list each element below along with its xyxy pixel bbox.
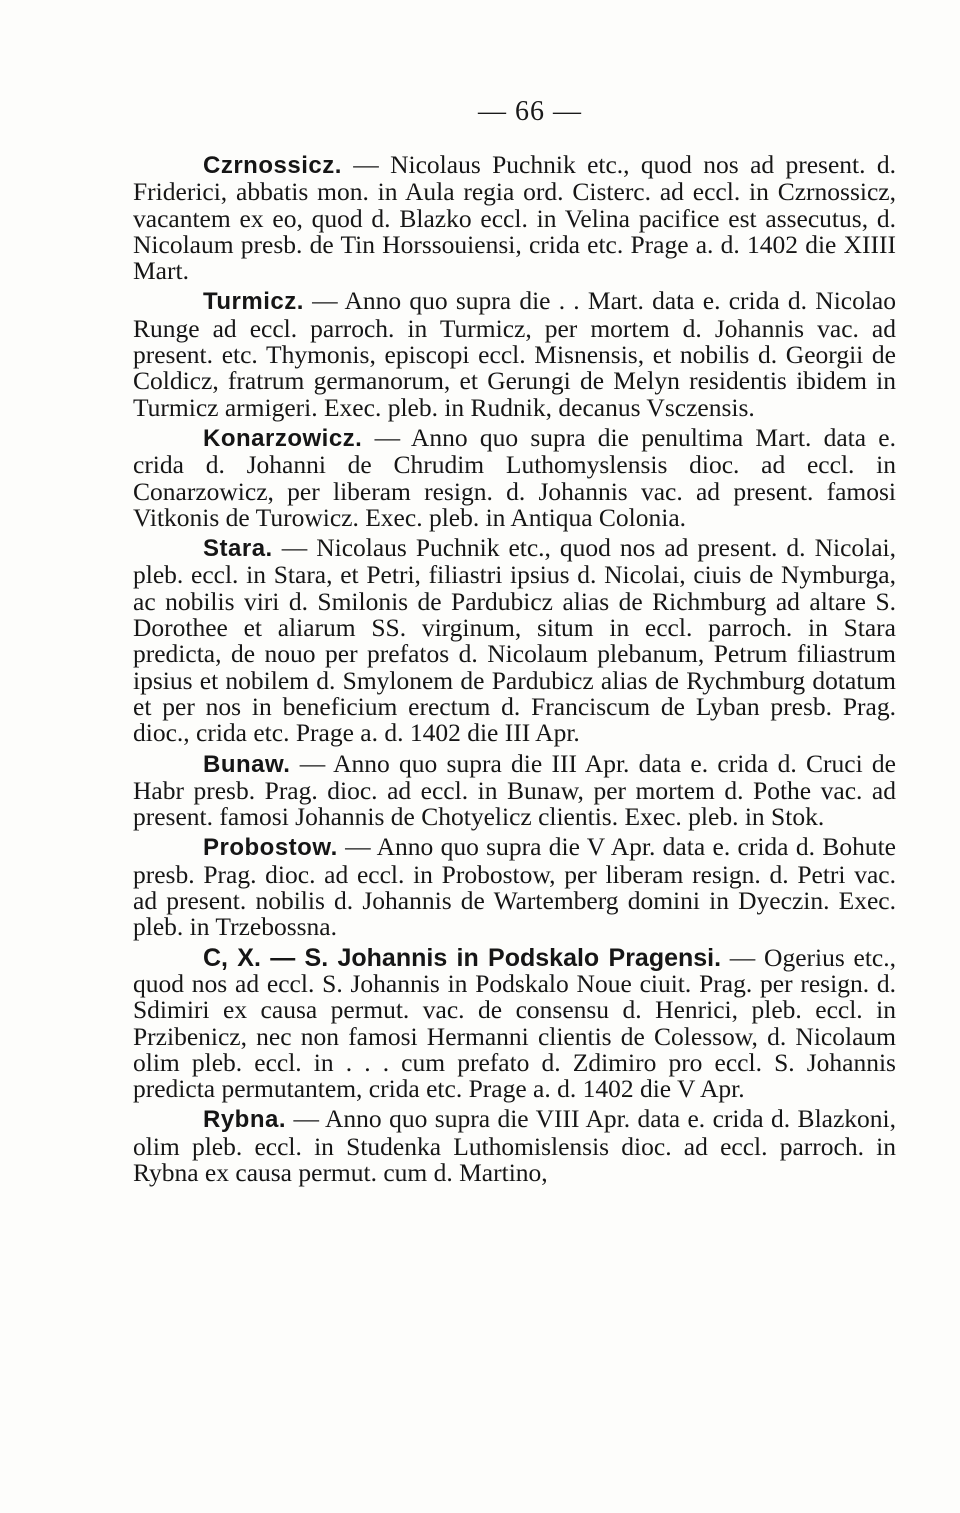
entry-heading: Turmicz. — [203, 288, 304, 316]
entry-text: — Ogerius etc., quod nos ad eccl. S. Johannis in Podskalo Noue ciuit. Prag. per resign. d. Sdimiri ex causa permut. vac. de consensu d. Henrici, pleb. eccl. in Przibenicz, nec non famosi Hermanni clientis de Colessow, d. Nicolaum olim pleb. eccl. in . . . cum prefato d. Zdimiro pro eccl. S. Johannis predicta permutantem, crida etc. Prage a. d. 1402 die V Apr. — [133, 942, 896, 1104]
entry-text: — Anno quo supra die III Apr. data e. crida d. Cruci de Habr presb. Prag. dioc. ad eccl. in Bunaw, per mortem d. Pothe vac. ad present. famosi Johannis de Chotyelicz clientis. Exec. pleb. in Stok. — [133, 748, 896, 832]
entry-heading: C, X. — S. Johannis in Podskalo Pragensi. — [203, 943, 722, 972]
entry-rybna — [133, 1106, 896, 1186]
document-body — [133, 152, 896, 1186]
entry-text: — Nicolaus Puchnik etc., quod nos ad present. d. Friderici, abbatis mon. in Aula regia ord. Cisterc. ad eccl. in Czrnossicz, vacantem ex eo, quod d. Blazko eccl. in Velina pacifice est assecutus, d. Nicolaum presb. de Tin Horssouiensi, crida etc. Prage a. d. 1402 die XIIII Mart. — [133, 150, 896, 286]
entry-text: — Anno quo supra die V Apr. data e. crida d. Bohute presb. Prag. dioc. ad eccl. in Probostow, per liberam resign. d. Petri vac. ad present. nobilis d. Johannis de Wartemberg domini in Dyeczin. Exec. pleb. in Trzebossna. — [133, 832, 896, 942]
entry-turmicz — [133, 288, 896, 420]
entry-text: — Anno quo supra die penultima Mart. data e. crida d. Johanni de Chrudim Luthomyslensis dioc. ad eccl. in Conarzowicz, per liberam resign. d. Johannis vac. ad present. famosi Vitkonis de Turowicz. Exec. pleb. in Antiqua Colonia. — [133, 422, 896, 532]
entry-heading: Stara. — [203, 535, 273, 563]
entry-stara — [133, 535, 896, 746]
entry-text: — Anno quo supra die . . Mart. data e. crida d. Nicolao Runge ad eccl. parroch. in Turmicz, per mortem d. Johannis vac. ad present. etc. Thymonis, episcopi eccl. Misnensis, et nobilis d. Georgii de Coldicz, fratrum germanorum, et Gerungi de Melyn residentis ibidem in Turmicz armigeri. Exec. pleb. in Rudnik, decanus Vsczensis. — [133, 286, 896, 422]
entry-czrnossicz — [133, 152, 896, 284]
entry-heading: Czrnossicz. — [203, 152, 342, 179]
entry-text: — Anno quo supra die VIII Apr. data e. crida d. Blazkoni, olim pleb. eccl. in Studenka Luthomislensis dioc. ad eccl. parroch. in Rybna ex causa permut. cum d. Martino, — [133, 1104, 896, 1187]
entry-konarzowicz — [133, 422, 896, 532]
entry-bunaw — [133, 748, 896, 832]
entry-podskalo — [133, 942, 896, 1104]
page-number: — 66 — — [478, 96, 582, 127]
entry-heading: Rybna. — [203, 1106, 287, 1134]
entry-text: — Nicolaus Puchnik etc., quod nos ad present. d. Nicolai, pleb. eccl. in Stara, et Petri, filiastri ipsius d. Nicolai, ciuis de Nymburga, ac nobilis viri d. Smilonis de Pardubicz alias de Richmburg ad altare S. Dorothee et aliarum SS. virginum, situm in eccl. parroch. in Stara predicta, de nouo per prefatos d. Nicolaum plebanum, Petrum filiastrum ipsius et nobilem d. Smylonem de Pardubicz alias de Rychmburg dotatum et per nos in beneficium erectum d. Franciscum de Lyban presb. Prag. dioc., crida etc. Prage a. d. 1402 die III Apr. — [133, 533, 896, 748]
entry-heading: Konarzowicz. — [203, 424, 363, 452]
entry-heading: Bunaw. — [203, 750, 291, 778]
entry-heading: Probostow. — [203, 834, 338, 862]
entry-probostow — [133, 834, 896, 940]
